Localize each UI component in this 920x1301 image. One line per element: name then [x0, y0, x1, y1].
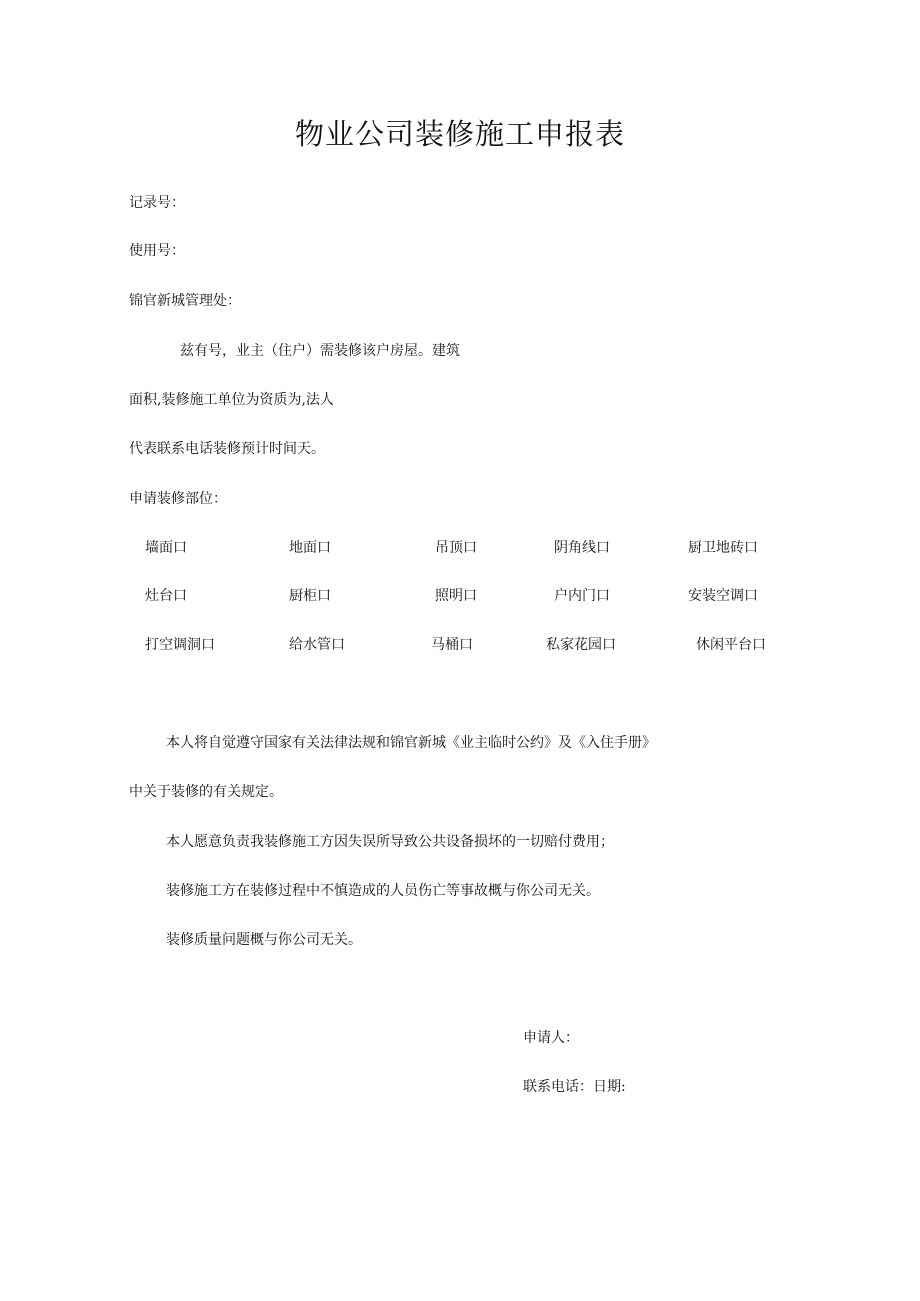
option-wall[interactable]: 墙面口	[145, 540, 187, 556]
record-number-field: 记录号：	[129, 195, 185, 211]
application-paragraph-line-2: 面积,装修施工单位为资质为,法人	[129, 392, 334, 408]
option-cabinet[interactable]: 厨柜口	[289, 588, 331, 604]
option-cornice[interactable]: 阴角线口	[554, 540, 610, 556]
statement-line-2: 中关于装修的有关规定。	[129, 784, 283, 800]
option-water-pipe[interactable]: 给水管口	[289, 637, 345, 653]
addressee-line: 锦官新城管理处：	[129, 293, 241, 309]
statement-line-1: 本人将自觉遵守国家有关法律法规和锦官新城《业主临时公约》及《入住手册》	[166, 735, 656, 751]
contact-date-field: 联系电话：日期:	[523, 1079, 626, 1095]
option-leisure-terrace[interactable]: 休闲平台口	[696, 637, 766, 653]
statement-line-3: 本人愿意负责我装修施工方因失误所导致公共设备损坏的一切赔付费用；	[166, 834, 614, 850]
option-kitchen-bath-tiles[interactable]: 厨卫地砖口	[688, 540, 758, 556]
option-lighting[interactable]: 照明口	[435, 588, 477, 604]
option-toilet[interactable]: 马桶口	[431, 637, 473, 653]
statement-line-5: 装修质量问题概与你公司无关。	[166, 932, 362, 948]
use-number-field: 使用号：	[129, 243, 185, 259]
application-paragraph-line-3: 代表联系电话装修预计时间天。	[129, 441, 325, 457]
option-stove[interactable]: 灶台口	[145, 588, 187, 604]
applicant-signature-field: 申请人：	[523, 1030, 579, 1046]
option-private-garden[interactable]: 私家花园口	[546, 637, 616, 653]
renovation-areas-label: 申请装修部位：	[129, 491, 227, 507]
statement-line-4: 装修施工方在装修过程中不慎造成的人员伤亡等事故概与你公司无关。	[166, 883, 600, 899]
application-paragraph-line-1: 兹有号，业主（住户）需装修该户房屋。建筑	[180, 343, 460, 359]
option-floor[interactable]: 地面口	[289, 540, 331, 556]
option-ceiling[interactable]: 吊顶口	[435, 540, 477, 556]
document-title: 物业公司装修施工申报表	[294, 117, 625, 151]
option-air-conditioner[interactable]: 安装空调口	[688, 588, 758, 604]
option-ac-hole[interactable]: 打空调洞口	[145, 637, 215, 653]
option-interior-door[interactable]: 户内门口	[554, 588, 610, 604]
